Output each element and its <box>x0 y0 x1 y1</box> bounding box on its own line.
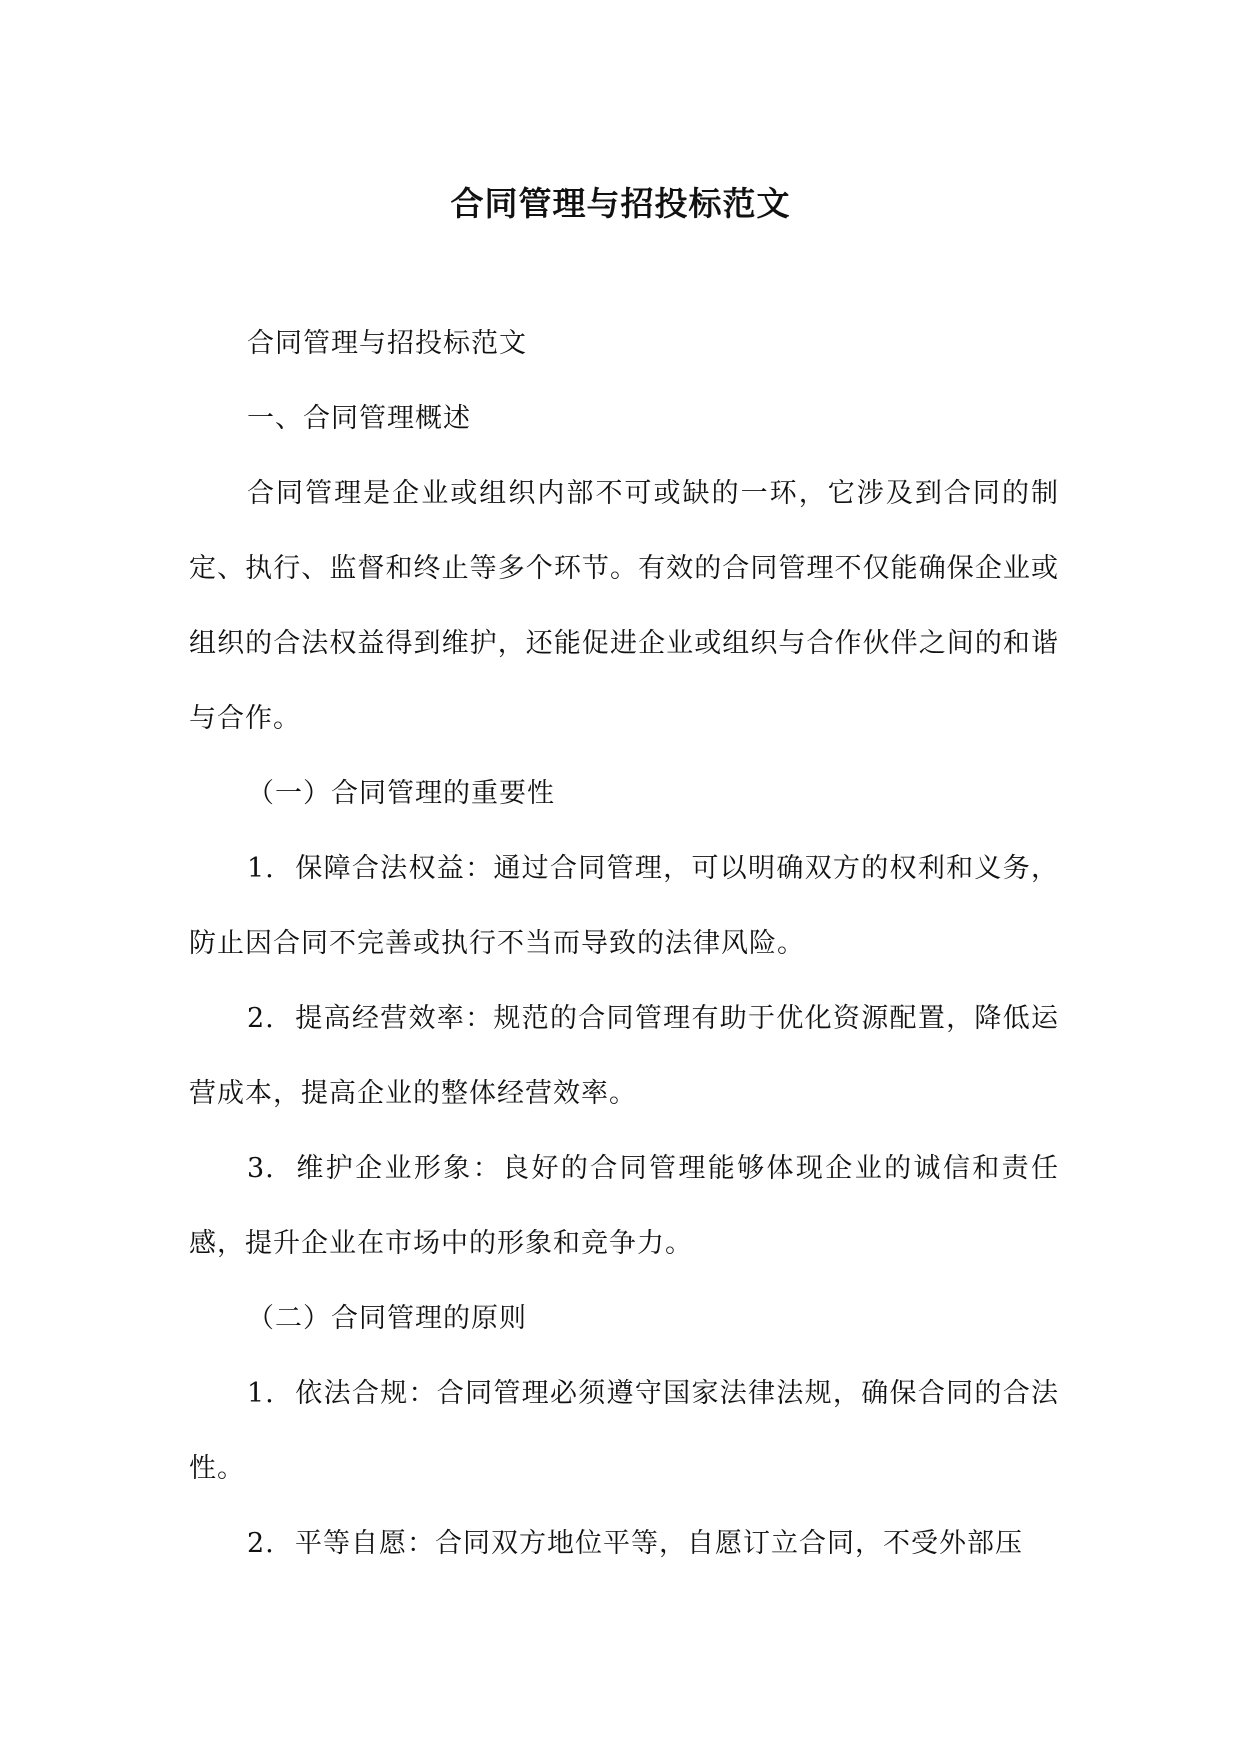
document-body <box>189 306 1059 1581</box>
importance-item-2 <box>189 981 1059 1131</box>
subsection-heading-importance: （一）合同管理的重要性 <box>247 778 555 809</box>
list-item-text: 依法合规：合同管理必须遵守国家法律法规，确保合同的合法性。 <box>189 1378 1059 1484</box>
list-number: 2. <box>247 1003 275 1034</box>
list-number: 1. <box>247 1378 275 1409</box>
list-number: 3. <box>247 1153 275 1184</box>
list-item-text: 维护企业形象：良好的合同管理能够体现企业的诚信和责任感，提升企业在市场中的形象和竞争力。 <box>189 1153 1059 1259</box>
list-item-text: 平等自愿：合同双方地位平等，自愿订立合同，不受外部压 <box>295 1528 1023 1559</box>
list-number: 2. <box>247 1528 275 1559</box>
subsection-heading-principles: （二）合同管理的原则 <box>247 1303 527 1334</box>
importance-item-3 <box>189 1131 1059 1281</box>
principles-item-1 <box>189 1356 1059 1506</box>
list-item-text: 提高经营效率：规范的合同管理有助于优化资源配置，降低运营成本，提高企业的整体经营效率。 <box>189 1003 1059 1109</box>
overview-paragraph: 合同管理是企业或组织内部不可或缺的一环，它涉及到合同的制定、执行、监督和终止等多个环节。有效的合同管理不仅能确保企业或组织的合法权益得到维护，还能促进企业或组织与合作伙伴之间的和谐与合作。 <box>189 478 1059 734</box>
list-number: 1. <box>247 853 275 884</box>
document-title: 合同管理与招投标范文 <box>450 184 791 223</box>
document-subtitle: 合同管理与招投标范文 <box>247 328 527 359</box>
section-heading-overview: 一、合同管理概述 <box>247 403 471 434</box>
list-item-text: 保障合法权益：通过合同管理，可以明确双方的权利和义务，防止因合同不完善或执行不当而导致的法律风险。 <box>189 853 1059 959</box>
importance-item-1 <box>189 831 1059 981</box>
principles-item-2 <box>189 1506 1059 1581</box>
